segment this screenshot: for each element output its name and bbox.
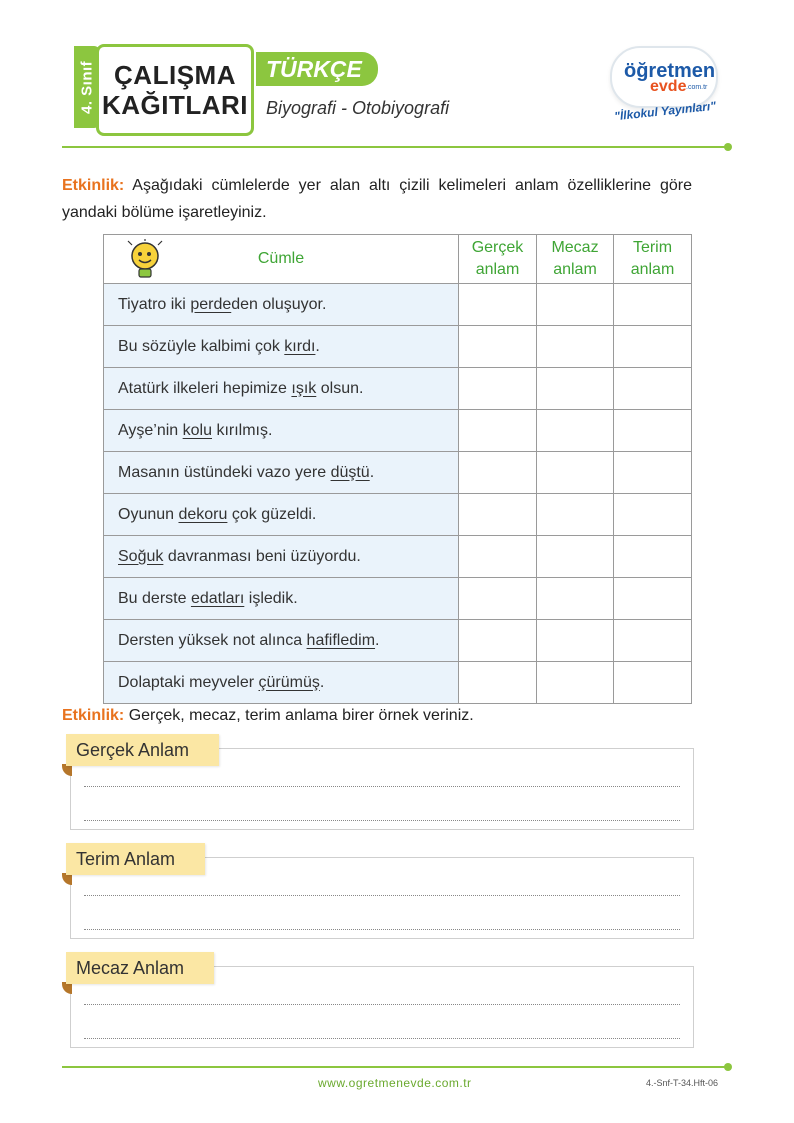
sentence-text: Dolaptaki meyveler (118, 673, 259, 691)
mark-cell-real[interactable] (459, 494, 537, 536)
underlined-word: perde (190, 295, 232, 313)
title-line-2: KAĞITLARI (101, 90, 249, 120)
mark-cell-term[interactable] (614, 326, 692, 368)
writing-line[interactable] (84, 1004, 680, 1005)
mark-cell-figurative[interactable] (537, 662, 614, 704)
mark-cell-figurative[interactable] (537, 410, 614, 452)
sentence-text: Ayşe’nin (118, 421, 183, 439)
table-row (104, 662, 692, 704)
logo-text-1: öğretmen (624, 60, 716, 82)
mark-cell-term[interactable] (614, 578, 692, 620)
underlined-word: çürümüş (258, 673, 320, 691)
activity-keyword: Etkinlik: (62, 707, 125, 724)
title-line-1: ÇALIŞMA (114, 60, 236, 90)
mark-cell-figurative[interactable] (537, 536, 614, 578)
underlined-word: Soğuk (118, 547, 164, 565)
publisher-logo (604, 46, 724, 128)
activity-keyword: Etkinlik: (62, 177, 125, 194)
header-figurative-meaning: Mecaz anlam (537, 235, 614, 284)
sentence-cell (104, 368, 459, 410)
sentence-cell (104, 410, 459, 452)
activity-text: Aşağıdaki cümlelerde yer alan altı çizili kelimeleri anlam özelliklerine göre yandaki bölüme işaretleyiniz. (62, 177, 693, 221)
underlined-word: dekoru (178, 505, 228, 523)
header-divider (62, 146, 728, 148)
sentence-cell (104, 620, 459, 662)
answer-section-real (62, 734, 702, 830)
sentence-text: . (375, 631, 380, 649)
sentence-text: den oluşuyor. (231, 295, 327, 313)
mark-cell-figurative[interactable] (537, 452, 614, 494)
mark-cell-term[interactable] (614, 284, 692, 326)
header-term-meaning: Terim anlam (614, 235, 692, 284)
sentence-text: davranması beni üzüyordu. (163, 547, 361, 565)
footer-url: www.ogretmenevde.com.tr (318, 1076, 472, 1090)
mark-cell-figurative[interactable] (537, 284, 614, 326)
answer-section-term (62, 843, 702, 939)
sentence-cell (104, 326, 459, 368)
writing-line[interactable] (84, 929, 680, 930)
mark-cell-real[interactable] (459, 452, 537, 494)
section-label: Mecaz Anlam (66, 952, 214, 984)
table-row (104, 410, 692, 452)
sentence-text: Atatürk ilkeleri hepimize (118, 379, 292, 397)
underlined-word: ışık (291, 379, 317, 397)
mark-cell-real[interactable] (459, 368, 537, 410)
underlined-word: düştü (330, 463, 370, 481)
mark-cell-figurative[interactable] (537, 620, 614, 662)
sentence-text: olsun. (316, 379, 364, 397)
logo-tagline: "İlkokul Yayınları" (613, 98, 717, 124)
activity-text: Gerçek, mecaz, terim anlama birer örnek veriniz. (128, 707, 474, 724)
answer-section-figurative (62, 952, 702, 1048)
underlined-word: hafifledim (306, 631, 376, 649)
section-label: Terim Anlam (66, 843, 205, 875)
mark-cell-real[interactable] (459, 410, 537, 452)
table-row (104, 620, 692, 662)
sentence-cell (104, 536, 459, 578)
underlined-word: kırdı (284, 337, 316, 355)
table-row (104, 536, 692, 578)
sentence-text: çok güzeldi. (227, 505, 317, 523)
mark-cell-figurative[interactable] (537, 494, 614, 536)
writing-line[interactable] (84, 895, 680, 896)
underlined-word: edatları (190, 589, 245, 607)
sentence-cell (104, 578, 459, 620)
mark-cell-real[interactable] (459, 536, 537, 578)
mark-cell-term[interactable] (614, 662, 692, 704)
table-row (104, 284, 692, 326)
header-sentence-label: Cümle (257, 250, 305, 267)
mark-cell-term[interactable] (614, 536, 692, 578)
mark-cell-figurative[interactable] (537, 326, 614, 368)
writing-line[interactable] (84, 786, 680, 787)
mark-cell-real[interactable] (459, 578, 537, 620)
mark-cell-term[interactable] (614, 620, 692, 662)
logo-text-2: evde (650, 78, 687, 95)
mark-cell-figurative[interactable] (537, 578, 614, 620)
header-sentence (104, 235, 459, 284)
sentence-text: Masanın üstündeki vazo yere (118, 463, 331, 481)
mark-cell-term[interactable] (614, 410, 692, 452)
logo-dotcom: .com.tr (686, 84, 708, 91)
table-header-row (104, 235, 692, 284)
activity-2-instruction (62, 702, 692, 729)
mark-cell-term[interactable] (614, 368, 692, 410)
header-real-meaning: Gerçek anlam (459, 235, 537, 284)
writing-line[interactable] (84, 1038, 680, 1039)
sentence-cell (104, 452, 459, 494)
grade-tab: 4. Sınıf (74, 46, 100, 128)
worksheet-header (74, 44, 734, 134)
sentence-text: Bu derste (118, 589, 191, 607)
sentence-text: Oyunun (118, 505, 179, 523)
sentence-text: . (319, 673, 325, 691)
mark-cell-real[interactable] (459, 620, 537, 662)
mark-cell-real[interactable] (459, 284, 537, 326)
sentence-text: Bu sözüyle kalbimi çok (118, 337, 285, 355)
worksheet-title (96, 44, 254, 136)
sentence-text: . (315, 337, 320, 355)
table-row (104, 452, 692, 494)
mark-cell-real[interactable] (459, 326, 537, 368)
sentence-text: işledik. (244, 589, 298, 607)
subject-tag: TÜRKÇE (256, 52, 378, 86)
meaning-table (103, 234, 692, 704)
topic-subtitle: Biyografi - Otobiyografi (266, 98, 450, 118)
activity-1-instruction (62, 172, 692, 226)
section-label: Gerçek Anlam (66, 734, 219, 766)
footer-divider (62, 1066, 728, 1068)
sentence-text: kırılmış. (212, 421, 273, 439)
sentence-text: Tiyatro iki (118, 295, 191, 313)
mark-cell-term[interactable] (614, 494, 692, 536)
writing-line[interactable] (84, 820, 680, 821)
sentence-cell (104, 494, 459, 536)
mark-cell-real[interactable] (459, 662, 537, 704)
footer-code: 4.-Snf-T-34.Hft-06 (646, 1078, 719, 1088)
table-row (104, 494, 692, 536)
sentence-cell (104, 662, 459, 704)
underlined-word: kolu (182, 421, 212, 439)
sentence-text: Dersten yüksek not alınca (118, 631, 307, 649)
mark-cell-term[interactable] (614, 452, 692, 494)
sentence-text: . (369, 463, 375, 481)
table-row (104, 326, 692, 368)
table-row (104, 578, 692, 620)
lightbulb-icon (126, 239, 164, 290)
table-row (104, 368, 692, 410)
mark-cell-figurative[interactable] (537, 368, 614, 410)
